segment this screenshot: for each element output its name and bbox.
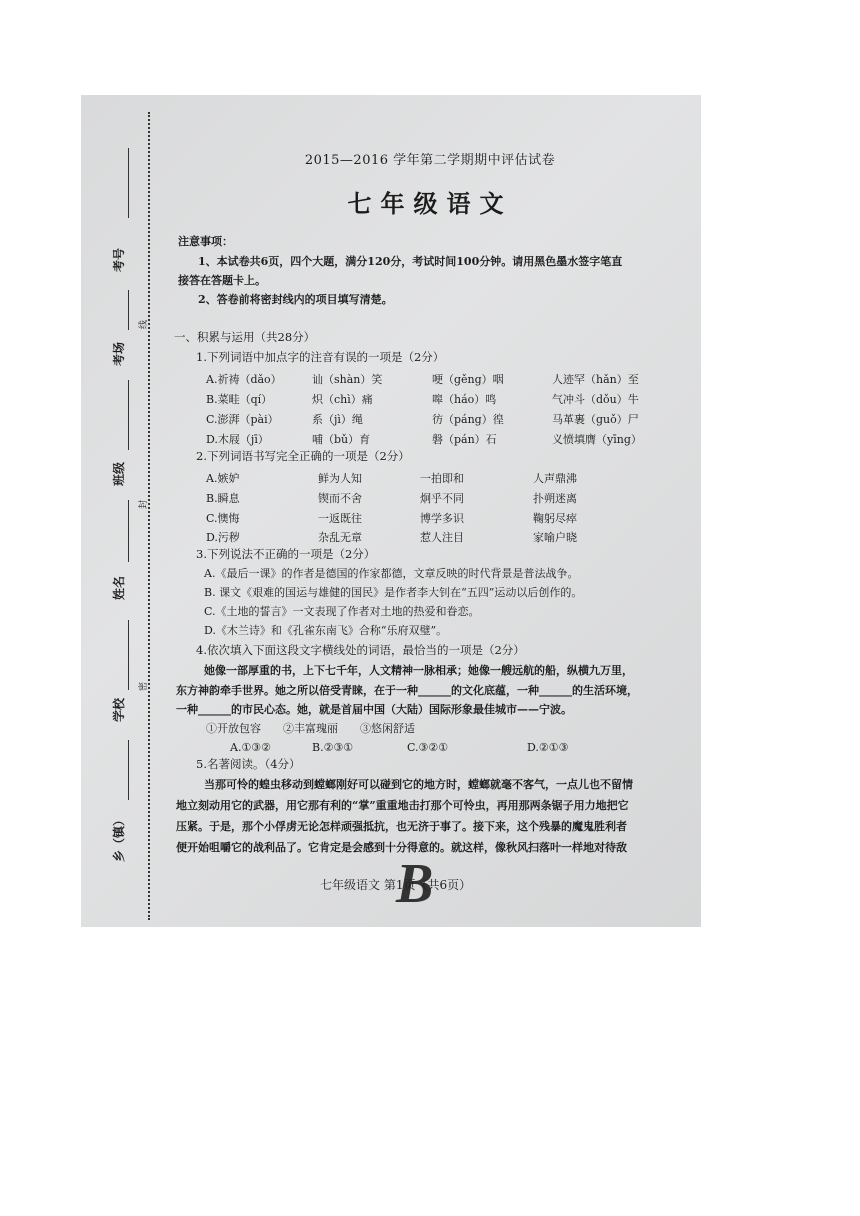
q2-row1-col3: 一拍即和 (420, 472, 464, 485)
q1-row1-col4: 人迹罕（hǎn）至 (552, 373, 639, 386)
q4-passage-line1: 她像一部厚重的书，上下七千年，人文精神一脉相承；她像一艘远航的船，纵横九万里， (204, 664, 633, 677)
q1-row3-col3: 彷（páng）徨 (432, 413, 504, 426)
margin-label-kaochang: 考场 (112, 341, 126, 366)
q2-row3-col1: C.懊悔 (206, 512, 240, 525)
notice-heading: 注意事项： (178, 235, 233, 248)
q2-row3-col4: 鞠躬尽瘁 (533, 512, 577, 525)
margin-label-banji: 班级 (112, 461, 126, 486)
q3-option-d: D.《木兰诗》和《孔雀东南飞》合称“乐府双璧”。 (204, 624, 448, 637)
q1-row3-col2: 系（jì）绳 (312, 413, 363, 426)
q3-option-a: A.《最后一课》的作者是德国的作家都德，文章反映的时代背景是普法战争。 (204, 567, 579, 580)
q1-row2-col2: 炽（chì）痛 (312, 393, 373, 406)
section1-heading: 一、积累与运用（共28分） (174, 330, 316, 344)
seal-label-feng: 封 (139, 499, 150, 510)
q4-answer-d: D.②①③ (527, 741, 569, 754)
q1-row3-col4: 马革裹（guǒ）尸 (552, 413, 639, 426)
margin-label-xiangzhen: 乡（镇） (112, 813, 126, 862)
margin-blank-kaochang (128, 290, 129, 330)
q4-answer-b: B.②③① (312, 741, 354, 754)
margin-label-xingming: 姓名 (112, 575, 126, 600)
seal-label-xian: 线 (139, 319, 150, 330)
margin-label-kaohao: 考号 (112, 247, 126, 272)
q1-row2-col4: 气冲斗（dǒu）牛 (552, 393, 639, 406)
q5-passage-line4: 便开始咀嚼它的战利品了。它肯定是会感到十分得意的。就这样，像秋风扫落叶一样地对待敌 (176, 841, 627, 854)
q5-passage-line2: 地立刻动用它的武器，用它那有利的“掌”重重地击打那个可怜虫，再用那两条锯子用力地把它 (176, 799, 629, 812)
q2-row4-col3: 惹人注目 (420, 531, 464, 544)
q2-row4-col1: D.污秽 (206, 531, 240, 544)
margin-blank-xuexiao (128, 620, 129, 690)
q1-row1-col3: 哽（gěng）咽 (432, 373, 504, 386)
margin-blank-xingming (128, 500, 129, 562)
q2-row2-col3: 炯乎不同 (420, 492, 464, 505)
q4-answer-a: A.①③② (230, 741, 272, 754)
q2-row4-col2: 杂乱无章 (318, 531, 362, 544)
q1-stem: 1.下列词语中加点字的注音有误的一项是（2分） (196, 350, 445, 364)
q5-stem: 5.名著阅读。（4分） (196, 757, 301, 771)
q1-row4-col3: 磐（pán）石 (432, 433, 497, 446)
page-title: 七年级语文 (347, 189, 513, 218)
q1-row1-col1: A.祈祷（dǎo） (206, 373, 282, 386)
q1-row2-col1: B.菜畦（qí） (206, 393, 273, 406)
q4-answer-c: C.③②① (407, 741, 449, 754)
q1-row2-col3: 嗥（háo）鸣 (432, 393, 497, 406)
q1-row3-col1: C.澎湃（pài） (206, 413, 279, 426)
q1-row4-col4: 义愤填膺（yīng） (552, 433, 642, 446)
margin-blank-xiangzhen (128, 740, 129, 800)
notice-item1-line2: 接答在答题卡上。 (178, 274, 266, 287)
version-mark: B (396, 853, 434, 915)
q2-stem: 2.下列词语书写完全正确的一项是（2分） (196, 449, 410, 463)
q1-row4-col2: 哺（bǔ）育 (312, 433, 371, 446)
q3-option-b: B. 课文《艰难的国运与雄健的国民》是作者李大钊在“五四”运动以后创作的。 (204, 586, 583, 599)
margin-blank-banji (128, 380, 129, 450)
q3-stem: 3.下列说法不正确的一项是（2分） (196, 547, 376, 561)
seal-dotted-line (148, 112, 150, 920)
q2-row2-col2: 锲而不舍 (318, 492, 362, 505)
notice-item1-line1: 1、本试卷共6页，四个大题，满分120分，考试时间100分钟。请用黑色墨水签字笔直 (198, 255, 623, 268)
seal-label-mi: 密 (139, 681, 150, 692)
q2-row2-col1: B.瞬息 (206, 492, 240, 505)
q5-passage-line1: 当那可怜的蝗虫移动到螳螂刚好可以碰到它的地方时，螳螂就毫不客气，一点儿也不留情 (204, 778, 633, 791)
notice-item2: 2、答卷前将密封线内的项目填写清楚。 (198, 293, 393, 306)
q2-row1-col1: A.嫉妒 (206, 472, 240, 485)
q4-stem: 4.依次填入下面这段文字横线处的词语，最恰当的一项是（2分） (196, 643, 525, 657)
q2-row3-col3: 博学多识 (420, 512, 464, 525)
q4-passage-line2: 东方神韵牵手世界。她之所以倍受青睐，在于一种______的文化底蕴，一种______的生活环境， (176, 684, 638, 697)
q4-choice-list: ①开放包容 ②丰富瑰丽 ③悠闲舒适 (206, 722, 415, 735)
q2-row3-col2: 一返既往 (318, 512, 362, 525)
q2-row4-col4: 家喻户晓 (533, 531, 577, 544)
q2-row1-col4: 人声鼎沸 (533, 472, 577, 485)
q3-option-c: C.《土地的誓言》一文表现了作者对土地的热爱和眷恋。 (204, 605, 480, 618)
q2-row1-col2: 鲜为人知 (318, 472, 362, 485)
margin-label-xuexiao: 学校 (112, 697, 126, 722)
q1-row4-col1: D.木屐（jī） (206, 433, 269, 446)
q2-row2-col4: 扑朔迷离 (533, 492, 577, 505)
page-footer: 七年级语文 第1页（共6页） (320, 878, 472, 892)
q4-passage-line3: 一种______的市民心态。她，就是首届中国（大陆）国际形象最佳城市——宁波。 (176, 703, 572, 716)
q5-passage-line3: 压紧。于是，那个小俘虏无论怎样顽强抵抗，也无济于事了。接下来，这个残暴的魔鬼胜利者 (176, 820, 627, 833)
exam-year-line: 2015—2016 学年第二学期期中评估试卷 (304, 153, 556, 168)
q1-row1-col2: 讪（shàn）笑 (312, 373, 383, 386)
